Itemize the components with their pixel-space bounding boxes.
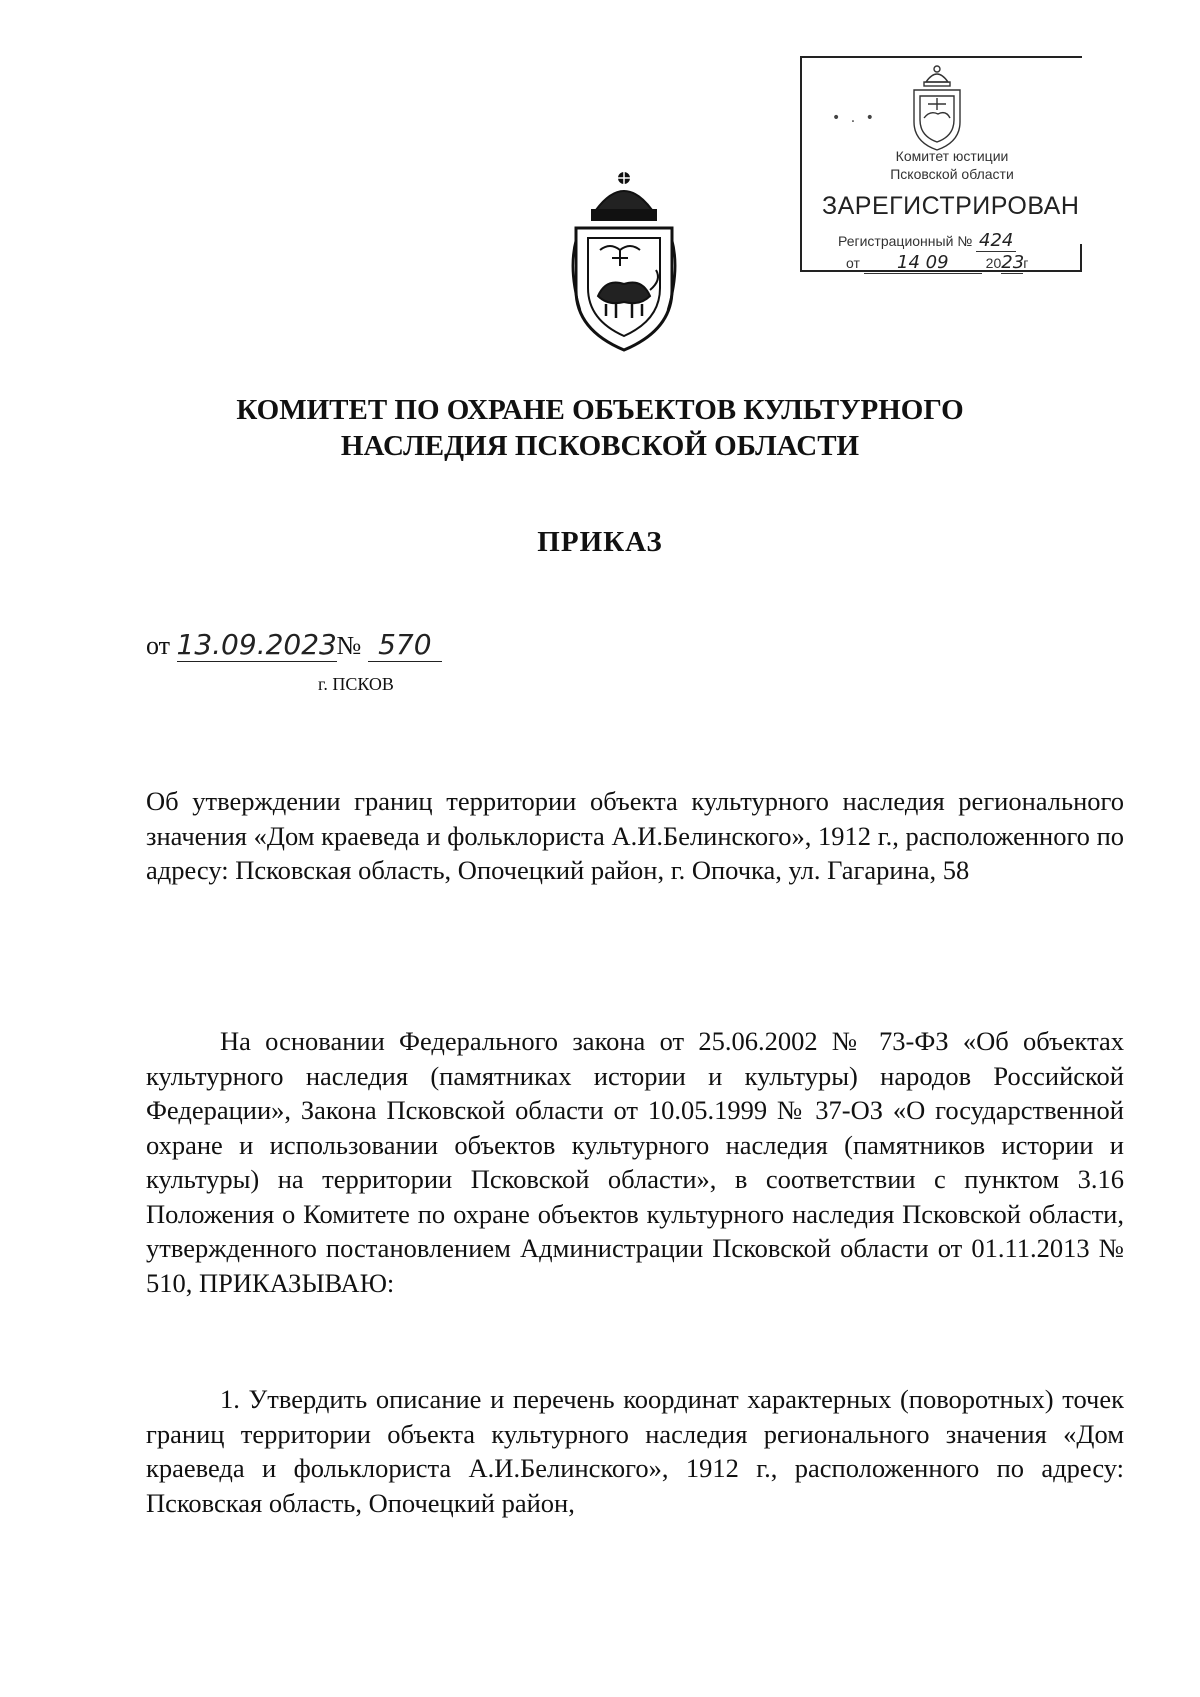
stamp-reg-number: 424 (976, 230, 1016, 252)
stamp-border-mark (1080, 244, 1082, 272)
stamp-dots: • . • (832, 110, 877, 126)
stamp-date-prefix: от (846, 255, 860, 271)
pskov-coat-of-arms-icon (566, 170, 682, 356)
stamp-reg-number-line (838, 230, 1016, 252)
stamp-date-line (846, 252, 1028, 274)
stamp-year-suffix: г (1023, 255, 1029, 271)
stamp-year-prefix: 20 (985, 255, 1002, 271)
order-item-1: 1. Утвердить описание и перечень координат характерных (поворотных) точек границ территории объекта культурного наследия регионального значения «Дом краеведа и фольклориста А.И.Белинского», 1912 г., расположенного по адресу: Псковская область, Опочецкий район, (146, 1384, 1124, 1518)
registration-stamp (800, 56, 1082, 272)
order-basis: На основании Федерального закона от 25.06.2002 № 73-ФЗ «Об объектах культурного наследия (памятниках истории и культуры) народов Российской Федерации», Закона Псковской области от 10.05.1999 № 37-ОЗ «О государственной охране и использовании объектов культурного наследия (памятников истории и культуры) на территории Псковской области», в соответствии с пунктом 3.16 Положения о Комитете по охране объектов культурного наследия Псковской области, утвержденного постановлением Администрации Псковской области от 01.11.2013 № 510, ПРИКАЗЫВАЮ: (146, 1026, 1124, 1298)
org-name-line1: КОМИТЕТ ПО ОХРАНЕ ОБЪЕКТОВ КУЛЬТУРНОГО (236, 394, 964, 426)
pskov-coat-of-arms-small-icon (902, 60, 972, 156)
stamp-date-value: 14 09 (864, 252, 982, 274)
stamp-year-value: 23 (1001, 252, 1025, 273)
order-date-value: 13.09.2023 (176, 628, 337, 661)
order-number-prefix: № (336, 631, 362, 660)
document-type: ПРИКАЗ (537, 526, 663, 558)
org-name-line2: НАСЛЕДИЯ ПСКОВСКОЙ ОБЛАСТИ (340, 430, 860, 462)
order-date-number (146, 628, 442, 662)
stamp-reg-label: Регистрационный № (838, 233, 973, 249)
stamp-org-line2: Псковской области (890, 166, 1014, 182)
stamp-status: ЗАРЕГИСТРИРОВАН (822, 192, 1080, 220)
stamp-org-line1: Комитет юстиции (895, 148, 1009, 164)
order-city: г. ПСКОВ (318, 674, 394, 694)
order-number-value: 570 (368, 628, 442, 662)
order-date-prefix: от (146, 631, 171, 660)
order-subject: Об утверждении границ территории объекта культурного наследия регионального значения «Дом краеведа и фольклориста А.И.Белинского», 1912 г., расположенного по адресу: Псковская область, Опочецкий район, г. Опочка, ул. Гагарина, 58 (146, 786, 1124, 885)
